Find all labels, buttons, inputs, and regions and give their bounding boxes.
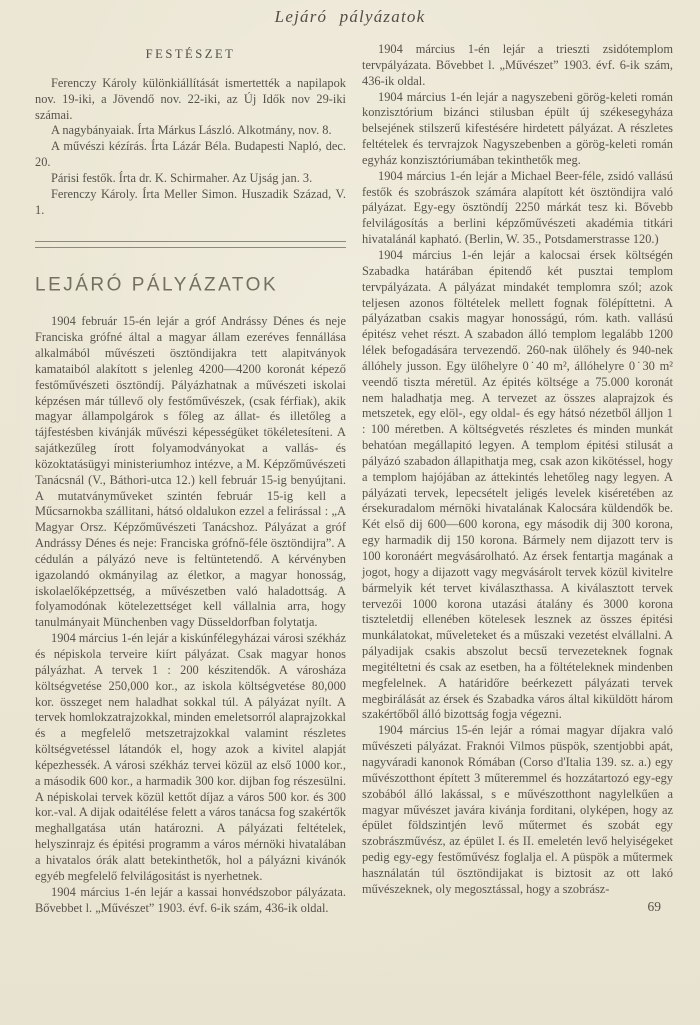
lejaro-palyazatok-heading: LEJÁRÓ PÁLYÁZATOK xyxy=(35,274,279,297)
news-item: Ferenczy Károly különkiállítását ismertették a napilapok nov. 19-iki, a Jövendő nov. 22-iki, az Új Idők nov 29-iki számai. xyxy=(35,75,346,122)
section-divider-rule xyxy=(35,241,346,248)
competition-paragraph: 1904 március 15-én lejár a római magyar díjakra való művészeti pályázat. Fraknói Vilmos püspök, szentjobbi apát, nagyváradi kanonok Rómában (Corso d'Italia 139. sz. a.) egy művészotthont épített 3 műteremmel és hozzátartozó egy-egy szobából álló lakással, s e művészotthont nagylelkűen a magyar művészet javára kivánja forditani, olyképen, hogy az épület földszintjén levő műtermet és szobát egy szobrászművész, az épület I. és II. emeletén levő helyiségeket pedig egy-egy festőművész foglalja el. A püspök a műtermek használatán túl ösztöndijakat is biztosit az ott lakó művészeknek, oly megosztással, hogy a szobrász- xyxy=(362,723,673,896)
festeszet-news-list xyxy=(35,76,346,219)
running-title: Lejáró pályázatok xyxy=(274,7,426,26)
competition-paragraph: 1904 március 1-én lejár a trieszti zsidótemplom tervpályázata. Bővebbet l. „Művészet” 1903. évf. 6-ik szám, 436-ik oldal. xyxy=(362,42,673,88)
competition-paragraph: 1904 március 1-én lejár a kassai honvédszobor pályázata. Bővebbet l. „Művészet” 1903. évf. 6-ik szám, 436-ik oldal. xyxy=(35,884,346,915)
competition-paragraph: 1904 március 1-én lejár a Michael Beer-féle, zsidó vallású festők és szobrászok számára alapított két ösztöndijra való pályázat. Egy-egy ösztöndíj 2250 márkát tesz ki. Bővebb felvilágosítás a berlini képzőművészeti akadémia titkári hivatalánál kapható. (Berlin, W. 35., Potsdamerstrasse 120.) xyxy=(362,168,673,247)
festeszet-heading: FESTÉSZET xyxy=(145,47,236,61)
news-item: A művészi kézírás. Írta Lázár Béla. Budapesti Napló, dec. 20. xyxy=(35,139,346,170)
competition-paragraph: 1904 március 1-én lejár a nagyszebeni görög-keleti román konzisztórium bizánci stilusban épült új székesegyháza belsejének stilszerű kifestésére hirdetett pályázat. A részletes feltételek és tervrajzok Nagyszebenben a görög-keleti román egyház konzisztóriumában tekinthetők meg. xyxy=(362,89,673,167)
competition-paragraph: 1904 március 1-én lejár a kiskúnfélegyházai városi székház és népiskola terveire kiírt pályázat. Csak magyar honos pályázhat. A tervek 1 : 200 készitendők. A városháza költségvetése 250,000 kor., az iskola költségvetése 80,000 kor. összeget nem haladhat sokkal túl. A pályázat nyílt. A tervek homlokzatrajzokkal, minden emeletsorról alaprajzokkal és a megfelelő metszetrajzokkal valamint részletes költségvetéssel látandók el, hogy azok a kivitel alapját képezhessék. A városi székház tervei közül az első 1000 kor., a második 600 kor., a harmadik 300 kor. dijban fog részesülni. A népiskolai tervek közül kettőt díjaz a város 500 kor. és 300 kor.-val. A dijak odaitélése felett a város tanácsa fog szakértők meghallgatása után határozni. A pályázati feltételek, helyszinrajz és épitési programm a város mérnöki hivatalában a hivatalos órák alatt betekinthetők, hol a pályázni kivánók egyéb megfelelő felvilágositást is nyerhetnek. xyxy=(35,631,346,883)
news-item: Párisi festők. Írta dr. K. Schirmaher. Az Ujság jan. 3. xyxy=(51,170,313,185)
right-column xyxy=(362,42,673,914)
news-item: A nagybányaiak. Írta Márkus László. Alkotmány, nov. 8. xyxy=(51,123,332,138)
competition-paragraph: 1904 március 1-én lejár a kalocsai érsek költségén Szabadka határában épitendő két pusztai templom tervpályázata. A pályázat mindakét templomra szól; azok teljesen azonos föltételek mellett fognak fölépíttetni. A pályázatban csakis magyar honosságú, róm. kath. vallású épitész vehet részt. A szabadon álló templom legalább 1200 lélek befogadására tervezendő. 260-nak ülőhely és 940-nek állóhely jusson. Egy ülőhelyre 0˙40 m², állóhelyre 0˙30 m² veendő tiszta méretül. Az épités költsége a 75.000 koronát nem haladhatja meg. A tervezet az összes alaprajzok és metszetek, egy elöl-, egy oldal- és egy hátsó nézetből álljon 1 : 100 méretben. A költségvetés részletes és minden munkát behatóan megállapitó legyen. A templom épitési stilusát a pályázó szabadon állapithatja meg, csak azon kikötéssel, hogy a templom hajójában az áttekintés lehetőleg nagy legyen. A pályázati tervek, lepecsételt jeligés levelek kiséretében az érsekuradalom mérnöki hivatalának Kalocsára küldendők be. Két első dij 600—600 korona, egy második dij 300 korona, egy harmadik dij 150 korona. Bármely nem dijazott terv is 100 koronáért megvásárolható. Az érsek fentartja magának a jogot, hogy a dijazott vagy megvásárolt tervek közül kivitelre bármelyik két tervet kiválaszthassa. A kiválasztott tervek tervezői 1000 korona utazási átalány és 3000 korona tiszteletdij ellenében kötelesek lesznek az összes épitési munkálatokat, műveleteket és a műszaki vezetést elvállalni. A pályadijak csakis abszolut becsű tervezeteknek fognak megitéltetni és csak az esetben, ha a föltételeknek mindenben megfelelnek. A határidőre beérkezett pályázati tervek megbirálását az érsek és Szabadka város által kiküldött három szakértőből álló bizottság fogja végezni. xyxy=(362,247,673,722)
competition-paragraph: 1904 február 15-én lejár a gróf Andrássy Dénes és neje Franciska grófné által a magyar állam ezeréves fennállása alkalmából művészeti ösztöndijakra tett alapitványok kamataiból alakított s jelenleg 4200—4200 koronát képező festőművészeti ösztöndíj. Pályázhatnak a művészeti iskolai képzésen már túllevő oly festőművészek, (csak férfiak), akik magyar állampolgárok s főleg az állat- és illetőleg a tájfestésben kivánják művészi képességüket tökéletesíteni. A sajátkezűleg írott folyamodványokat a vallás- és közoktatásügyi ministeriumhoz intézve, a M. Képzőművészeti Tanácsnál (V., Báthori-utca 12.) kell február 15-ig benyújtani. A mutatványműveket szintén február 15-ig kell a Műcsarnokba szállitani, hátsó oldalukon ezzel a felirással : „A Magyar Orsz. Képzőművészeti Tanácshoz. Pályázat a gróf Andrássy Dénes és neje: Franciska grófnő-féle ösztöndijra”. A cédulán a pályázó neve is feltüntetendő. A kérvényben igazolandó okmányilag az életkor, a magyar honosság, iskolaelőképzettség, a művészetben való haladottság. A folyamodónak kötelezettséget kell vállalnia arra, hogy tanulmányait Münchenben vagy Düsseldorfban folytatja. xyxy=(35,314,346,630)
left-competitions-list xyxy=(35,314,346,916)
page-number: 69 xyxy=(647,898,661,914)
left-column xyxy=(35,42,346,916)
news-item: Ferenczy Károly. Írta Meller Simon. Huszadik Század, V. 1. xyxy=(35,186,346,217)
right-competitions-list xyxy=(362,42,673,898)
